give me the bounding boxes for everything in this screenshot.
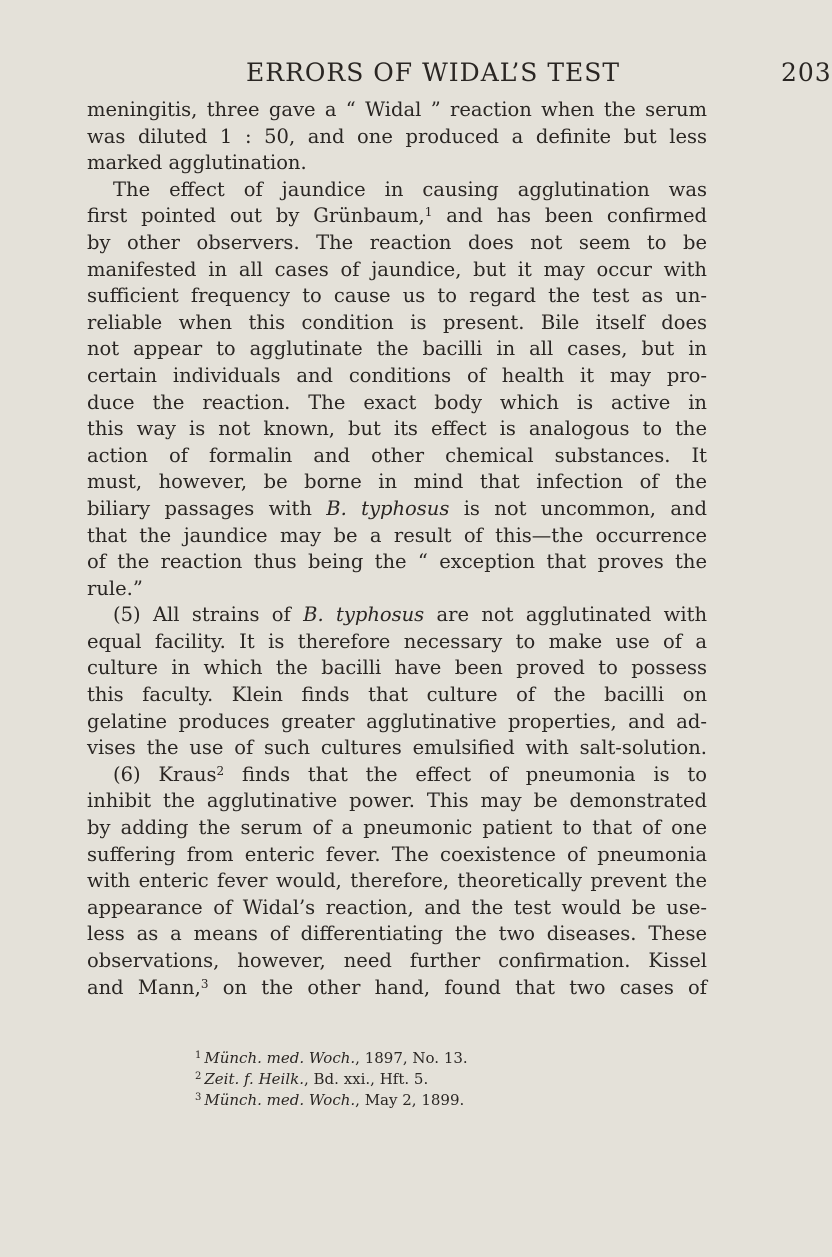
text-line: inhibit the agglutinative power. This may be demonstrated	[87, 789, 707, 813]
footnote	[195, 1090, 615, 1111]
text-line: of the reaction thus being the “ exception that proves the	[87, 550, 707, 574]
text-line: certain individuals and conditions of health it may pro-	[87, 363, 707, 387]
footnote-detail: , Bd. xxi., Hft. 5.	[304, 1070, 429, 1088]
footnotes	[195, 1048, 615, 1111]
species-name: B. typhosus	[303, 603, 425, 627]
text-run: on the other hand, found that two cases of	[222, 975, 708, 999]
text-line: with enteric fever would, therefore, theoretically prevent the	[87, 869, 707, 893]
text-line: by adding the serum of a pneumonic patient to that of one	[87, 816, 707, 840]
text-line: this faculty. Klein finds that culture of the bacilli on	[87, 683, 707, 707]
footnote-source: Münch. med. Woch.	[204, 1049, 356, 1067]
text-run: finds that the effect of pneumonia is to	[224, 762, 707, 786]
text-line: must, however, be borne in mind that infection of the	[87, 470, 707, 494]
text-line	[87, 602, 707, 629]
text-run: first pointed out by Grünbaum,	[87, 204, 425, 228]
text-line	[87, 203, 707, 230]
running-title: ERRORS OF WIDAL’S TEST	[246, 58, 621, 87]
footnote	[195, 1048, 615, 1069]
footnote-ref: 1	[424, 205, 433, 220]
text-line: was diluted 1 : 50, and one produced a definite but less	[87, 124, 707, 148]
footnote-ref: 2	[216, 763, 225, 778]
text-line: culture in which the bacilli have been proved to possess	[87, 656, 707, 680]
footnote-source: Zeit. f. Heilk.	[204, 1070, 304, 1088]
footnote-detail: , 1897, No. 13.	[355, 1049, 468, 1067]
text-line: less as a means of differentiating the two diseases. These	[87, 922, 707, 946]
footnote-detail: , May 2, 1899.	[355, 1091, 465, 1109]
text-line: reliable when this condition is present. Bile itself does	[87, 310, 707, 334]
text-line: rule.”	[87, 576, 143, 600]
text-line: that the jaundice may be a result of this—the occurrence	[87, 523, 707, 547]
running-head	[246, 58, 832, 88]
text-line: duce the reaction. The exact body which is active in	[87, 390, 707, 414]
text-run: and Mann,	[87, 975, 201, 999]
footnote-source: Münch. med. Woch.	[204, 1091, 356, 1109]
text-line: sufficient frequency to cause us to regard the test as un-	[87, 284, 707, 308]
text-line: not appear to agglutinate the bacilli in all cases, but in	[87, 337, 707, 361]
text-run: is not uncommon, and	[449, 496, 708, 520]
footnote-number: 2	[195, 1071, 202, 1082]
text-run: (6) Kraus	[113, 762, 217, 786]
text-line: gelatine produces greater agglutinative properties, and ad-	[87, 709, 707, 733]
text-run: (5) All strains of	[113, 603, 291, 627]
text-run: biliary passages with	[87, 496, 312, 520]
footnote-number: 1	[195, 1050, 202, 1061]
text-run: and has been confirmed	[432, 204, 707, 228]
text-line: marked agglutination.	[87, 151, 307, 175]
text-line: The effect of jaundice in causing agglutination was	[113, 177, 707, 201]
text-line: this way is not known, but its effect is analogous to the	[87, 417, 707, 441]
text-line: by other observers. The reaction does not seem to be	[87, 230, 707, 254]
text-run: are not agglutinated with	[424, 603, 707, 627]
text-line: meningitis, three gave a “ Widal ” reaction when the serum	[87, 98, 707, 121]
text-line	[87, 762, 707, 789]
text-line	[87, 496, 707, 523]
page-number: 203	[781, 58, 832, 87]
text-line: equal facility. It is therefore necessary to make use of a	[87, 629, 707, 653]
text-line: action of formalin and other chemical substances. It	[87, 443, 707, 467]
body-text	[87, 97, 707, 1001]
footnote	[195, 1069, 615, 1090]
species-name: B. typhosus	[326, 496, 450, 520]
text-line	[87, 975, 707, 1002]
footnote-ref: 3	[200, 976, 209, 991]
text-line: vises the use of such cultures emulsified with salt-solution.	[87, 736, 707, 760]
text-line: suffering from enteric fever. The coexistence of pneumonia	[87, 842, 707, 866]
text-line: observations, however, need further confirmation. Kissel	[87, 949, 707, 972]
footnote-number: 3	[195, 1092, 202, 1103]
text-line: manifested in all cases of jaundice, but it may occur with	[87, 257, 707, 281]
text-line: appearance of Widal’s reaction, and the test would be use-	[87, 895, 707, 919]
text-line	[87, 177, 707, 204]
